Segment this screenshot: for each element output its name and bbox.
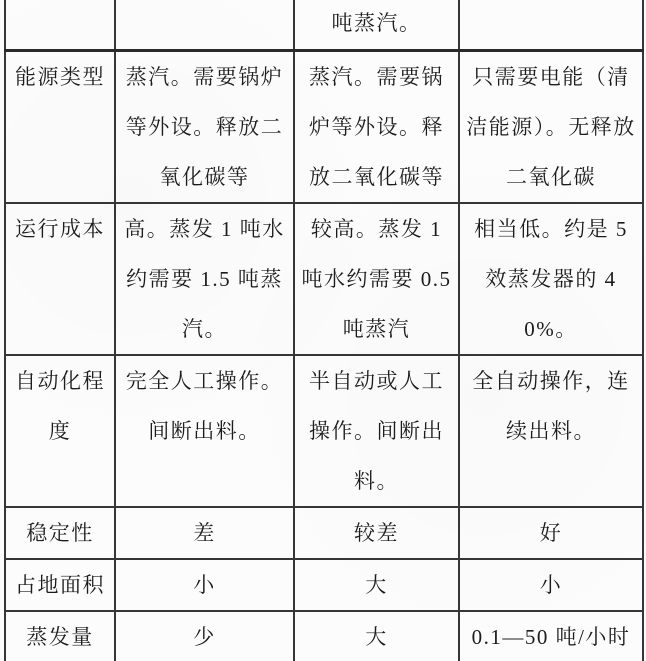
table-cell: 相当低。约是 5 效蒸发器的 40%。 [459, 203, 643, 355]
table-cell: 较高。蒸发 1 吨水约需要 0.5 吨蒸汽 [294, 203, 459, 355]
table-cell: 吨蒸汽。 [294, 0, 459, 50]
table-cell: 全自动操作，连续出料。 [459, 355, 643, 507]
table-row [5, 203, 643, 355]
table-cell [459, 0, 643, 50]
table-cell: 较差 [294, 507, 459, 559]
table-cell: 半自动或人工操作。间断出料。 [294, 355, 459, 507]
row-label: 能源类型 [5, 50, 115, 203]
table-cell: 少 [115, 611, 294, 661]
table-cell: 完全人工操作。间断出料。 [115, 355, 294, 507]
table-cell: 小 [115, 559, 294, 611]
table-cell: 0.1—50 吨/小时 [459, 611, 643, 661]
table-row [5, 355, 643, 507]
row-label: 占地面积 [5, 559, 115, 611]
table-cell: 差 [115, 507, 294, 559]
table-cell: 蒸汽。需要锅炉等外设。释放二氧化碳等 [294, 50, 459, 203]
table-cell: 高。蒸发 1 吨水约需要 1.5 吨蒸汽。 [115, 203, 294, 355]
row-label: 稳定性 [5, 507, 115, 559]
table-cell [115, 0, 294, 50]
table-row [5, 0, 643, 50]
table-row [5, 50, 643, 203]
table-row [5, 507, 643, 559]
row-label: 蒸发量 [5, 611, 115, 661]
table-cell: 大 [294, 559, 459, 611]
row-label: 运行成本 [5, 203, 115, 355]
table-cell: 蒸汽。需要锅炉等外设。释放二氧化碳等 [115, 50, 294, 203]
table-cell: 好 [459, 507, 643, 559]
table-cell: 只需要电能（清洁能源）。无释放二氧化碳 [459, 50, 643, 203]
table-row [5, 611, 643, 661]
table-cell: 大 [294, 611, 459, 661]
table-row [5, 559, 643, 611]
row-label [5, 0, 115, 50]
comparison-table [4, 0, 644, 661]
table-cell: 小 [459, 559, 643, 611]
row-label: 自动化程度 [5, 355, 115, 507]
